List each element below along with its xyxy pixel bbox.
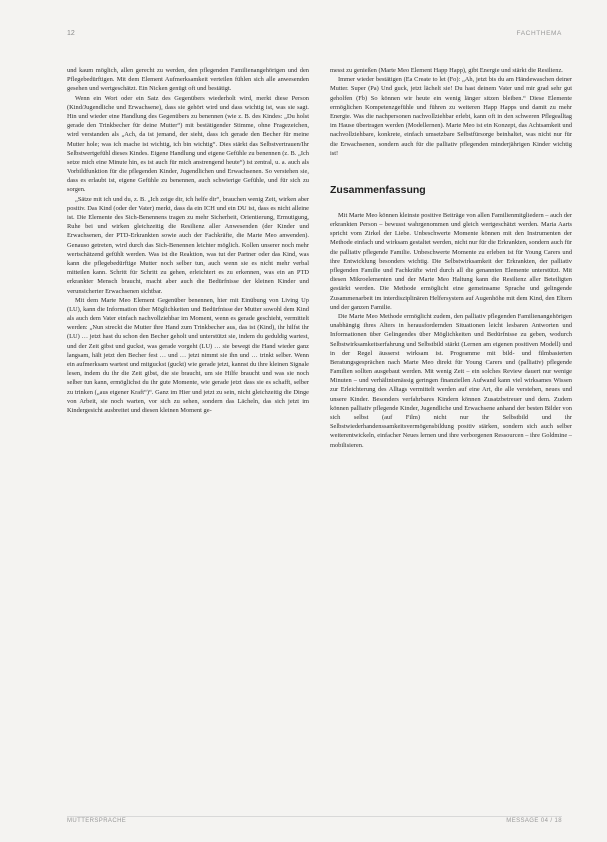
paragraph: Immer wieder bestätigen (Ea Create to let (Fo): „Ah, jetzt bis du am Händewaschen deiner Mutter. Super (Pa) Und guck, jetzt lächelt sie! Du hast deinem Vater und mir grad sehr gut geholfen (Fb) So können wir heute ein wenig länger sitzen bleiben.“ Diese Elemente ermöglichen Kompetenzgefühle und führen zu weiteren Happ Happs und damit zu mehr Energie. Was die nachpersonen nachvollziehbar erlebt, kann oft in den schweren Pflegealltag im Hause übertragen werden (Modellernen). Marte Meo ist ein Konzept, das Achtsamkeit und nachvollziehbare, konkrete, einfach umsetzbare Selbstfürsorge beinhaltet, was nicht nur für die Erwachsenen, sondern auch für die palliativ pflegenden minderjährigen Kinder wichtig ist! [330,76,572,157]
footer-issue: MESSAGE 04 / 18 [506,818,562,824]
paragraph: Mit Marte Meo können kleinste positive Beiträge von allen Familienmitgliedern – auch der erkrankten Person – bewusst wahrgenommen und gleich wertgeschätzt werden. Maria Aarts spricht vom Zirkel der Liebe. Unbeschwerte Momente können mit den Instrumenten der Methode einfach und wirksam gestaltet werden, nicht nur für die Erkrankten, sondern auch für die palliativ pflegende Familie. Unbeschwerte Momente zu erleben ist für Young Carers und ihre Entwicklung besonders wichtig. Die Selbstwirksamkeit der Erkrankten, der palliativ pflegenden Familie und Fachkräfte wird durch all die genannten Elemente unterstützt. Mit diesen Mikroelementen und der Marte Meo Haltung kann die Resilienz aller Beteiligten gestärkt werden. Die Methode ermöglicht eine gemeinsame Sprache und gelingende Zusammenarbeit im interdisziplinären Helfersystem auf Augenhöhe mit dem Kind, den Eltern und der ganzen Familie. [330,211,572,311]
section-heading: Zusammenfassung [330,183,426,196]
paragraph: und kaum möglich, allen gerecht zu werden, den pflegenden Familienangehörigen und den Pflegebedürftigen. Mit dem Element Aufmerksamkeit verteilen fühlen sich alle anwesenden gesehen und wertgeschätzt. Ein Nicken genügt oft und bestätigt. [67,67,309,93]
footer-publication: MUTTERSPRACHE [67,818,127,824]
running-header-section: FACHTHEMA [516,30,562,37]
paragraph: „Sätze mit ich und du, z. B. „Ich zeige dir, ich helfe dir“, brauchen wenig Zeit, wirken aber positiv. Das Kind (oder der Vater) merkt, dass da ein ICH und ein DU ist, dass es nicht alleine ist. Die Elemente des Sich-Benennens tragen zu mehr Sicherheit, Orientierung, Ermutigung, Ruhe bei und wirken gleichzeitig die Resilienz aller Anwesenden (der Kinder und Erwachsenen, der PTD-Erkrankten sowie auch der Fachkräfte, die Marte Meo anwenden). Genauso getreten, wird durch das Sich-Benennen leichter möglich. Kollen unserer noch mehr wertschätzend gefühlt werden. Was ist die Reaktion, was tut der Partner oder das Kind, was kann die pflegebedürftige Mutter noch selber tun, auch wenn sie es nicht mehr verbal mitteilen kann. Schritt für Schritt zu gehen, erleichtert es zu erkennen, was ein an PTD erkrankter Mensch braucht, macht aber auch die Bedürfnisse der kleinen Kinder und verunsicherter Erwachsenen sichtbar. [67,195,309,295]
right-column [330,66,572,818]
paragraph: Die Marte Meo Methode ermöglicht zudem, den palliativ pflegenden Familienangehörigen unabhängig ihres Alters in herausfordernden Situationen leicht lesbaren Antworten und Informationen über Gelingendes über Möglichkeiten und Bedürfnisse zu geben, wodurch Selbstwirksamkeitserfahrung und Selbstbild stärkt (Lernen am eigenen positiven Modell) und in der Regel äusserst wirksam ist. Programme mit bild- und filmbasierten Beratungsgesprächen nach Marte Meo direkt für Young Carers und (palliativ) pflegende Familien sollten ausgebaut werden. Mit wenig Zeit – ein solches Review dauert nur wenige Minuten – und verhältnismässig geringen finanziellen Aufwand kann viel wirksames Wissen zur Erleichterung des Alltags vermittelt werden auf eine Art, die alle verstehen, neues und unsere Kinder. Besonders verfahrbares Kindern können Zusatzbetreuer und dem. Zudem können palliativ pflegende Kinder, Jugendliche und Erwachsene anhand der besten Bilder von sich selbst (auf Film) nicht nur ihr Selbstbild und ihr Selbstwiederhandenssamkeitsvermögensbildung positiv stärken, sondern sich auch selber weiterentwickeln, einfacher Neues lernen und ihre verborgenen Ressourcen – ihre Goldmine – mobilisieren. [330,312,572,449]
paragraph: messt zu genießen (Marte Meo Element Happ Happ), gibt Energie und stärkt die Resilienz. [330,67,563,74]
paragraph: Wenn ein Wort oder ein Satz des Gegenübers wiederholt wird, merkt diese Person (Kind/Jugendliche und Erwachsene), dass sie gehört wird und dass wichtig ist, was sie sagt. Hin und wieder eine Handlung des Gegenübers zu benennen (wie z. B. des Kindes: „Du holst gerade den Trinkbecher für deine Mutter“) mit bestätigender Stimme, ohne Fragezeichen, wird verstanden als „Ach, da ist jemand, der sieht, dass ich gerade den Becher für meine Mutter hole; was ich mache ist wichtig, ich bin wichtig“. Dies stärkt das Selbstvertrauen/Ihr Selbstwertgefühl dieses Kindes. Eigene Handlung und eigene Gefühle zu benennen (z. B. „Ich setze mich eine Minute hin, es ist auch für mich anstrengend heute“) ist zentral, u. a. auch als Vorbildfunktion für die pflegenden Kinder, Jugendlichen und Erwachsenen. So verstehen sie, dass es erlaubt ist, eigene Gefühle zu benennen, auch schwierige Gefühle, und für sich zu sorgen. [67,94,309,194]
footer-rule [67,816,562,817]
left-column [67,66,309,818]
page-number: 12 [67,30,75,37]
paragraph: Mit dem Marte Meo Element Gegenüber benennen, hier mit Einübung von Living Up (LU), kann die Information über Möglichkeiten und Bedürfnisse der Mutter sowohl dem Kind als auch dem Vater einfach nachvollziehbar im Moment, wenn es gerade geschieht, vermittelt werden: „Nun streckt die Mutter ihre Hand zum Trinkbecher aus, das ist (Kind), ihr hilfst ihr (LU) … jetzt hast du schon den Becher geholt und unterstützt sie, indem du geduldig wartest, und der Zeit gibst und guckst, was gerade vorgeht (LU) … sie bewegt die Hand wieder ganz langsam, hält jetzt den Becher fest … und … jetzt nimmt sie ihn und … trinkt selber. Wenn ein aufmerksam wartest und mitguckst (guckt) wie gerade jetzt, kannst du ihre kleinen Signale lesen, indem du ihr die Zeit gibst, die sie braucht, um sie Hilfe braucht und was sie noch selber tun kann, ermöglichst du ihr gute Momente, wie gerade jetzt dass sie es schafft, selber zu trinken („aus eigener Kraft“)“. Ganz im Hier und jetzt zu sein, nicht gleichzeitig die Dinge von Arbeit, sie noch warten, vor sich zu sehen, sondern das Lächeln, das sich jetzt im Kindergesicht ausbreitet und diesen kleinen Moment ge- [67,296,309,414]
